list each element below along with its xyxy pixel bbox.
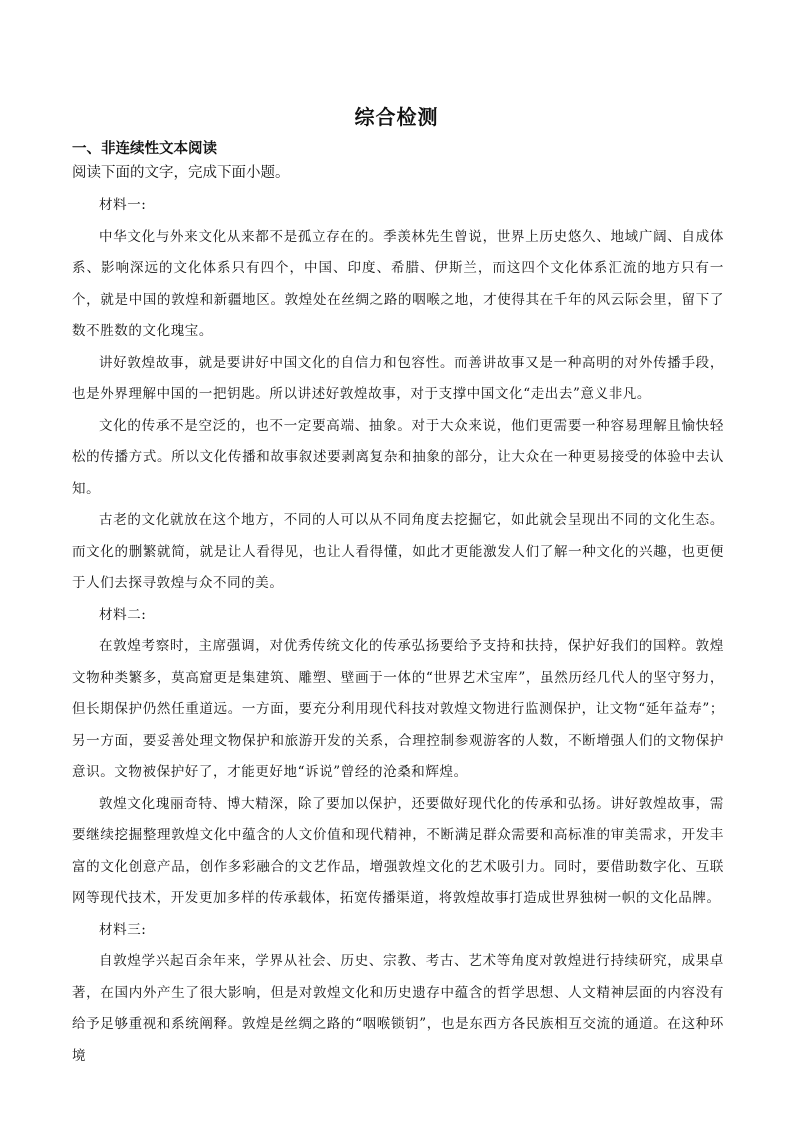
material-label-2: 材料二: — [99, 606, 147, 623]
material-label-1: 材料一: — [99, 197, 147, 213]
body-paragraph: 讲好敦煌故事，就是要讲好中国文化的自信力和包容性。而善讲故事又是一种高明的对外传播手段，也是外界理解中国的一把钥匙。所以讲述好敦煌故事，对于支撑中国文化“走出去”意义非凡。 — [72, 354, 724, 402]
body-paragraph: 古老的文化就放在这个地方，不同的人可以从不同角度去挖掘它，如此就会呈现出不同的文化生态。而文化的删繁就简，就是让人看得见，也让人看得懂，如此才更能激发人们了解一种文化的兴趣，也更便于人们去探寻敦煌与众不同的美。 — [72, 512, 724, 591]
body-paragraph: 敦煌文化瑰丽奇特、博大精深，除了要加以保护，还要做好现代化的传承和弘扬。讲好敦煌故事，需要继续挖掘整理敦煌文化中蕴含的人文价值和现代精神，不断满足群众需要和高标准的审美需求，开发丰富的文化创意产品，创作多彩融合的文艺作品，增强敦煌文化的艺术吸引力。同时，要借助数字化、互联网等现代技术，开发更加多样的传承载体，拓宽传播渠道，将敦煌故事打造成世界独树一帜的文化品牌。 — [72, 795, 724, 906]
material-label-3: 材料三: — [99, 921, 147, 938]
body-paragraph: 文化的传承不是空泛的，也不一定要高端、抽象。对于大众来说，他们更需要一种容易理解且愉快轻松的传播方式。所以文化传播和故事叙述要剥离复杂和抽象的部分，让大众在一种更易接受的体验中去认知。 — [72, 417, 724, 497]
section-heading: 一、非连续性文本阅读 — [72, 141, 217, 157]
body-paragraph: 在敦煌考察时，主席强调，对优秀传统文化的传承弘扬要给予支持和扶持，保护好我们的国粹。敦煌文物种类繁多，莫高窟更是集建筑、雕塑、壁画于一体的“世界艺术宝库”，虽然历经几代人的坚守努力，但长期保护仍然任重道远。一方面，要充分利用现代科技对敦煌文物进行监测保护，让文物“延年益寿”；另一方面，要妥善处理文物保护和旅游开发的关系，合理控制参观游客的人数，不断增强人们的文物保护意识。文物被保护好了，才能更好地“诉说”曾经的沧桑和辉煌。 — [72, 638, 724, 780]
article-body — [72, 190, 724, 1072]
reading-instruction: 阅读下面的文字，完成下面小题。 — [72, 165, 290, 181]
page-title: 综合检测 — [354, 105, 439, 129]
body-paragraph: 自敦煌学兴起百余年来，学界从社会、历史、宗教、考古、艺术等角度对敦煌进行持续研究，成果卓著，在国内外产生了很大影响，但是对敦煌文化和历史遗存中蕴含的哲学思想、人文精神层面的内容没有给予足够重视和系统阐释。敦煌是丝绸之路的“咽喉锁钥”，也是东西方各民族相互交流的通道。在这种环境 — [72, 953, 724, 1064]
body-paragraph: 中华文化与外来文化从来都不是孤立存在的。季羡林先生曾说，世界上历史悠久、地域广阔、自成体系、影响深远的文化体系只有四个，中国、印度、希腊、伊斯兰，而这四个文化体系汇流的地方只有一个，就是中国的敦煌和新疆地区。敦煌处在丝绸之路的咽喉之地，才使得其在千年的风云际会里，留下了数不胜数的文化瑰宝。 — [72, 228, 724, 339]
